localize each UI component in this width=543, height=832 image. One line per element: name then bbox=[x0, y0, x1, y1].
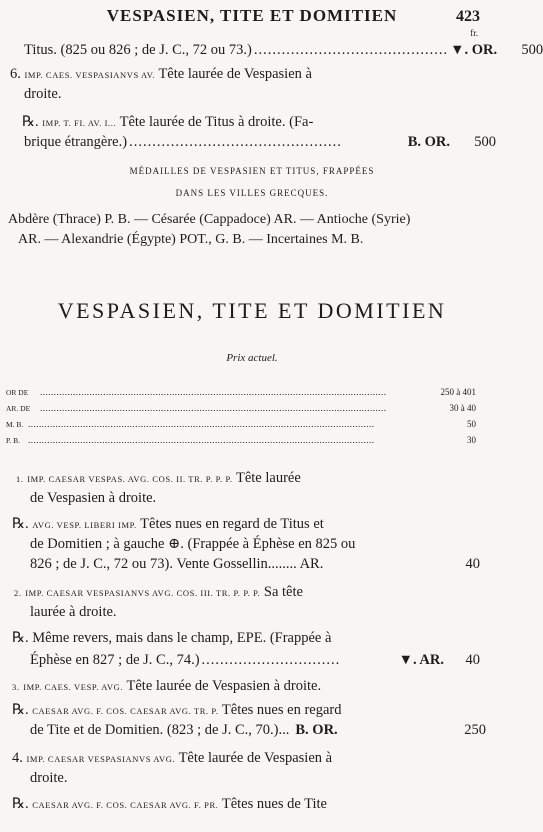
entry-2-reverse bbox=[12, 628, 496, 648]
running-title: VESPASIEN, TITE ET DOMITIEN bbox=[106, 6, 398, 25]
tariff-label: M. B. bbox=[6, 420, 24, 429]
reverse-legend: CAESAR AVG. F. COS. CAESAR AVG. F. PR. bbox=[32, 800, 219, 810]
reverse-mark: ▼. AR. bbox=[398, 652, 444, 668]
reverse-symbol: ℞. bbox=[12, 796, 29, 812]
greek-heading-2: DANS LES VILLES GRECQUES. bbox=[175, 188, 329, 198]
reverse-mark: B. OR. bbox=[407, 134, 450, 150]
entry-2-price: 40 bbox=[465, 652, 480, 668]
tariff-value: 250 à 401 bbox=[440, 387, 476, 397]
entry-1-price: 40 bbox=[465, 556, 480, 572]
entry-text: Tête laurée de Vespasien à droite. bbox=[126, 678, 322, 694]
entry-6-cont: droite. bbox=[24, 86, 62, 102]
tariff-label: P. B. bbox=[6, 436, 20, 445]
entry-4 bbox=[12, 748, 496, 769]
titus-mark: ▼. OR. bbox=[450, 42, 498, 58]
tariff-row: P. B. .............................................................................................................................. 30 bbox=[6, 435, 476, 445]
reverse-mark: B. OR. bbox=[295, 722, 338, 738]
entry-1 bbox=[16, 468, 496, 489]
entry-6 bbox=[10, 64, 496, 85]
entry-num: 3. bbox=[12, 682, 20, 692]
titus-price: 500 bbox=[521, 42, 543, 58]
entry-3-reverse bbox=[12, 700, 496, 721]
entry-1-reverse-cont2: 826 ; de J. C., 72 ou 73). Vente Gossellin........ AR. bbox=[30, 556, 324, 572]
entry-1-cont: de Vespasien à droite. bbox=[30, 490, 157, 506]
reverse-symbol: ℞. bbox=[22, 114, 39, 130]
entry-legend: IMP. CAESAR VESPASIANVS AVG. COS. III. TR. P. P. P. bbox=[25, 588, 261, 598]
reverse-text: Têtes nues de Tite bbox=[221, 796, 327, 812]
reverse-legend: IMP. T. FI. AV. I... bbox=[42, 118, 117, 128]
entry-text: Tête laurée de Vespasien à bbox=[158, 66, 312, 82]
tariff-row: OR DE .............................................................................................................................. 250 à 401 bbox=[6, 387, 476, 397]
entry-2-reverse-cont: Éphèse en 827 ; de J. C., 74.) .............................. ▼. AR. bbox=[30, 652, 444, 668]
reverse-cont: Éphèse en 827 ; de J. C., 74.) bbox=[30, 652, 200, 668]
entry-2-cont: laurée à droite. bbox=[30, 604, 117, 620]
entry-3 bbox=[12, 676, 496, 697]
greek-line-2: AR. — Alexandrie (Égypte) POT., G. B. — Incertaines M. B. bbox=[18, 232, 364, 247]
tariff-value: 50 bbox=[467, 419, 476, 429]
entry-1-reverse bbox=[12, 514, 496, 535]
reverse-cont: brique étrangère.) bbox=[24, 134, 128, 150]
page-number: 423 bbox=[456, 8, 480, 25]
entry-num: 1. bbox=[16, 474, 24, 484]
titus-text: Titus. (825 ou 826 ; de J. C., 72 ou 73.) bbox=[24, 42, 252, 58]
reverse-6 bbox=[22, 112, 496, 133]
entry-legend: IMP. CAESAR VESPASIANVS AVG. bbox=[26, 754, 176, 764]
reverse-text: Têtes nues en regard bbox=[221, 702, 342, 718]
entry-num: 2. bbox=[14, 588, 22, 598]
currency-label: fr. bbox=[470, 28, 478, 38]
entry-text: Tête laurée bbox=[235, 470, 301, 486]
entry-legend: IMP. CAES. VESP. AVG. bbox=[23, 682, 124, 692]
reverse-legend: CAESAR AVG. F. COS. CAESAR AVG. TR. P. bbox=[32, 706, 219, 716]
entry-text: Tête laurée de Vespasien à bbox=[178, 750, 333, 766]
entry-num: 6. bbox=[10, 66, 21, 82]
entry-legend: IMP. CAES. VESPASIANVS AV. bbox=[24, 70, 156, 80]
entry-4-cont: droite. bbox=[30, 770, 68, 786]
entry-legend: IMP. CAESAR VESPAS. AVG. COS. II. TR. P. P. P. bbox=[27, 474, 233, 484]
entry-4-reverse bbox=[12, 794, 496, 815]
reverse-text: Même revers, mais dans le champ, EPE. (Frappée à bbox=[32, 630, 332, 646]
reverse-text: Têtes nues en regard de Titus et bbox=[140, 516, 324, 532]
greek-heading-1: MÉDAILLES DE VESPASIEN ET TITUS, FRAPPÉES bbox=[129, 166, 375, 176]
titus-line: Titus. (825 ou 826 ; de J. C., 72 ou 73.) .......................................... ▼. OR. 500 bbox=[24, 42, 543, 58]
section-title: VESPASIEN, TITE ET DOMITIEN bbox=[57, 298, 447, 323]
prix-label: Prix actuel. bbox=[226, 352, 278, 364]
entry-num: 4. bbox=[12, 750, 23, 766]
entry-3-reverse-cont bbox=[30, 720, 444, 740]
entry-text: Sa tête bbox=[263, 584, 303, 600]
reverse-legend: AVG. VESP. LIBERI IMP. bbox=[32, 520, 137, 530]
reverse-price: 500 bbox=[474, 134, 496, 150]
tariff-label: AR. DE bbox=[6, 404, 31, 413]
reverse-symbol: ℞. bbox=[12, 702, 29, 718]
tariff-value: 30 bbox=[467, 435, 476, 445]
greek-line-1: Abdère (Thrace) P. B. — Césarée (Cappadoce) AR. — Antioche (Syrie) bbox=[8, 212, 411, 227]
reverse-text: Tête laurée de Titus à droite. (Fa- bbox=[119, 114, 314, 130]
entry-2 bbox=[14, 582, 496, 603]
reverse-symbol: ℞. bbox=[12, 630, 29, 646]
tariff-label: OR DE bbox=[6, 388, 29, 397]
tariff-row: M. B. .............................................................................................................................. 50 bbox=[6, 419, 476, 429]
entry-3-price: 250 bbox=[464, 722, 486, 738]
reverse-symbol: ℞. bbox=[12, 516, 29, 532]
reverse-6-cont: brique étrangère.) .............................................. B. OR. 500 bbox=[24, 134, 496, 150]
entry-1-reverse-cont: de Domitien ; à gauche ⊕. (Frappée à Éphèse en 825 ou bbox=[30, 536, 356, 552]
tariff-value: 30 à 40 bbox=[449, 403, 476, 413]
reverse-cont: de Tite et de Domitien. (823 ; de J. C., 70.)... bbox=[30, 722, 290, 738]
tariff-row: AR. DE .............................................................................................................................. 30 à 40 bbox=[6, 403, 476, 413]
